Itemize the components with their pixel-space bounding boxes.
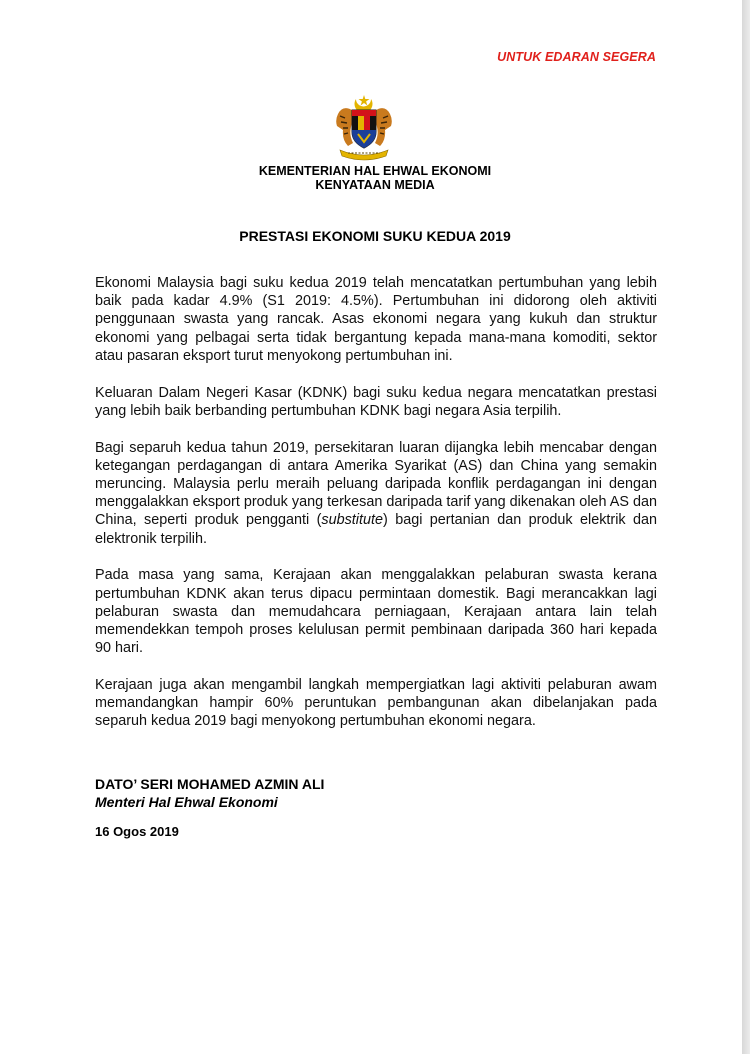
italic-term: substitute (321, 512, 383, 529)
paragraph-text: Bagi separuh kedua tahun 2019, persekitaran luaran dijangka lebih mencabar dengan ketegangan perdagangan di antara Amerika Syarikat (AS) dan China yang semakin meruncing. Malaysia perlu meraih peluang daripada konflik perdagangan ini dengan menggalakkan eksport produk yang terkesan daripada tarif yang dikenakan oleh AS dan China, seperti produk pengganti ( (95, 439, 657, 529)
ministry-header (246, 164, 504, 192)
paragraph: Keluaran Dalam Negeri Kasar (KDNK) bagi suku kedua negara mencatatkan prestasi yang lebih baik berbanding pertumbuhan KDNK bagi negara Asia terpilih. (95, 384, 657, 419)
paragraph: Pada masa yang sama, Kerajaan akan menggalakkan pelaburan swasta kerana pertumbuhan KDNK akan terus dipacu permintaan domestik. Bagi merancakkan lagi pelaburan swasta dan memudahcara perniagaan, Kerajaan antara lain telah memendekkan tempoh proses kelulusan permit pembinaan daripada 360 hari kepada 90 hari. (95, 567, 657, 657)
paragraph: Ekonomi Malaysia bagi suku kedua 2019 telah mencatatkan pertumbuhan yang lebih baik pada kadar 4.9% (S1 2019: 4.5%). Pertumbuhan ini didorong oleh aktiviti penggunaan swasta yang rancak. Asas ekonomi negara yang kukuh dan struktur ekonomi yang pelbagai serta tidak bergantung kepada mana-mana komoditi, sektor atau pasaran eksport turut menyokong pertumbuhan ini. (95, 275, 657, 364)
paragraph (95, 439, 657, 548)
signatory-role: Menteri Hal Ehwal Ekonomi (95, 794, 278, 810)
paragraph: Kerajaan juga akan mengambil langkah mempergiatkan lagi aktiviti pelaburan awam memandangkan hampir 60% peruntukan pembangunan akan dibelanjakan pada separuh kedua 2019 bagi menyokong pertumbuhan ekonomi negara. (95, 677, 657, 730)
paragraph-text: ) bagi pertanian dan produk elektrik dan elektronik terpilih. (95, 512, 657, 547)
signatory-name: DATO’ SERI MOHAMED AZMIN ALI (95, 776, 325, 792)
ministry-name: KEMENTERIAN HAL EHWAL EKONOMI (258, 164, 492, 178)
document-title: PRESTASI EKONOMI SUKU KEDUA 2019 (239, 228, 511, 244)
document-body (95, 274, 657, 749)
signature-block (95, 775, 324, 811)
malaysia-coat-of-arms-icon (328, 92, 400, 164)
statement-type: KENYATAAN MEDIA (315, 178, 435, 192)
page-edge (742, 0, 750, 1054)
release-date: 16 Ogos 2019 (95, 824, 179, 839)
release-label: UNTUK EDARAN SEGERA (497, 50, 656, 64)
